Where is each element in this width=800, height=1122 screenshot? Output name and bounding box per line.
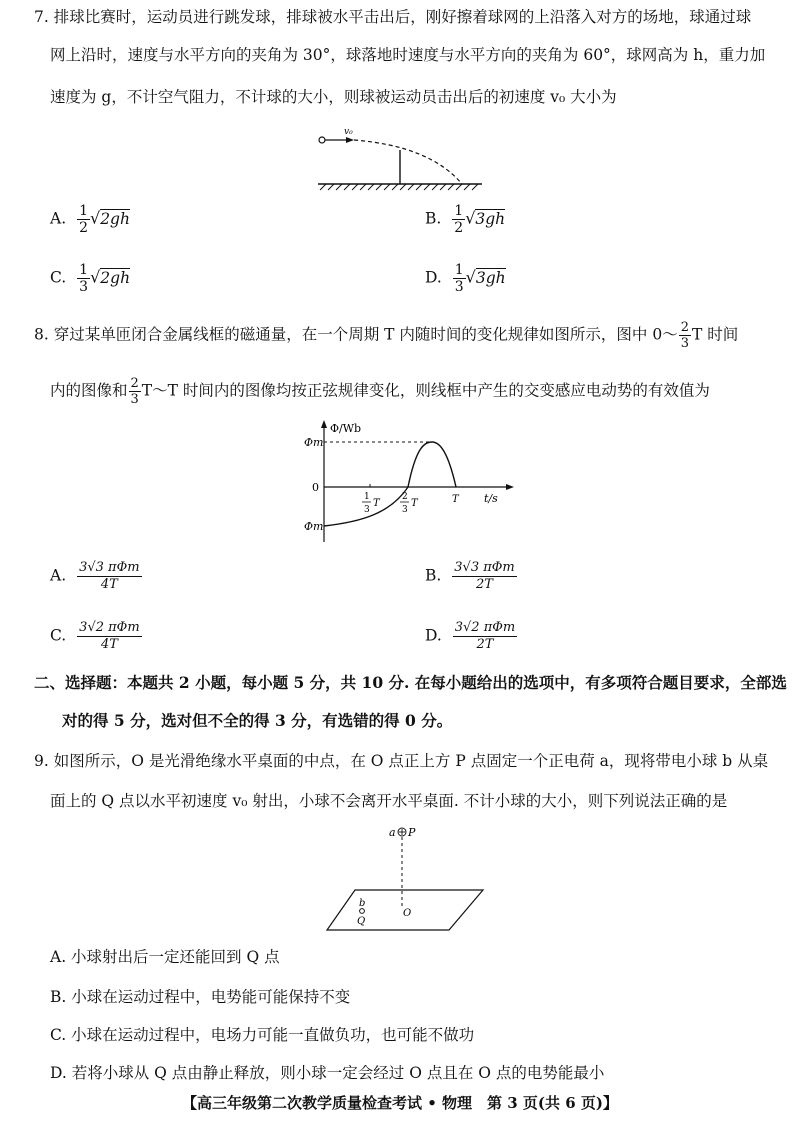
- q7-a-fraction: $\frac{1}{2}$: [79, 203, 88, 236]
- svg-text:2: 2: [402, 492, 408, 502]
- svg-text:3: 3: [364, 505, 370, 515]
- q9-option-d[interactable]: D. 若将小球从 Q 点由静止释放，则小球一定会经过 O 点且在 O 点的电势能最小: [50, 1064, 605, 1082]
- y-axis-label: Φ/Wb: [330, 422, 362, 435]
- q7-stem-line1: 7. 排球比赛时，运动员进行跳发球，排球被水平击出后，刚好擦着球网的上沿落入对方的场地，球通过球: [34, 8, 752, 26]
- q9-table-figure: [325, 820, 485, 935]
- flux-curve-part2: [408, 442, 456, 487]
- svg-text:1: 1: [364, 492, 370, 502]
- x-axis-label: t/s: [484, 492, 498, 505]
- v0-label: v₀: [344, 127, 353, 137]
- charge-a-label: a: [389, 826, 396, 839]
- ball-b-icon: [360, 909, 365, 914]
- q8-stem-line1: 8. 穿过某单匝闭合金属线框的磁通量，在一个周期 T 内随时间的变化规律如图所示，图中 0～ $\frac{2}{3}$ T 时间: [34, 320, 739, 351]
- q8-fraction-2-3: $\frac{2}{3}$: [680, 320, 689, 351]
- trajectory-curve: [354, 140, 462, 184]
- q8-option-a[interactable]: A. 3√3 πΦm 4T: [50, 560, 140, 592]
- x-arrow-icon: [506, 484, 514, 490]
- point-O-label: O: [403, 908, 412, 919]
- q7-option-d[interactable]: D. $\frac{1}{3}$ √3gh: [425, 262, 506, 295]
- q7-option-c[interactable]: C. $\frac{1}{3}$ √2gh: [50, 262, 131, 295]
- q9-stem-line1: 9. 如图所示，O 是光滑绝缘水平桌面的中点，在 O 点正上方 P 点固定一个正电荷 a，现将带电小球 b 从桌: [34, 752, 769, 770]
- ball-b-label: b: [359, 898, 366, 909]
- svg-text:T: T: [411, 498, 418, 509]
- q7-d-fraction: $\frac{1}{3}$: [454, 262, 464, 295]
- q9-option-c[interactable]: C. 小球在运动过程中，电场力可能一直做负功，也可能不做功: [50, 1026, 475, 1044]
- q7-option-a[interactable]: A. $\frac{1}{2}$ √2gh: [50, 203, 130, 236]
- q9-option-a[interactable]: A. 小球射出后一定还能回到 Q 点: [50, 948, 280, 966]
- q7-stem-line3: 速度为 g，不计空气阻力，不计球的大小，则球被运动员击出后的初速度 v₀ 大小为: [50, 88, 617, 106]
- q7-b-fraction: $\frac{1}{2}$: [454, 203, 464, 236]
- point-Q-label: Q: [357, 916, 366, 927]
- q8-stem-line2: 内的图像和 $\frac{2}{3}$ T～T 时间内的图像均按正弦规律变化，则线框中产生的交变感应电动势的有效值为: [50, 376, 710, 407]
- phi-max-label: Φm: [304, 436, 324, 449]
- q9-stem-line2: 面上的 Q 点以水平初速度 v₀ 射出，小球不会离开水平桌面. 不计小球的大小，则下列说法正确的是: [50, 792, 728, 810]
- q9-option-b[interactable]: B. 小球在运动过程中，电势能可能保持不变: [50, 988, 351, 1006]
- q8-option-d[interactable]: D. 3√2 πΦm 2T: [425, 620, 516, 652]
- q7-option-b[interactable]: B. $\frac{1}{2}$ √3gh: [425, 203, 506, 236]
- point-P-label: P: [408, 826, 416, 839]
- page-footer: 【高三年级第二次教学质量检查考试 • 物理 第 3 页(共 6 页)】: [182, 1094, 618, 1112]
- svg-text:3: 3: [402, 505, 408, 515]
- ground-hatch: [320, 184, 478, 190]
- section2-heading-line1: 二、选择题：本题共 2 小题，每小题 5 分，共 10 分. 在每小题给出的选项中，有多项符合题目要求，全部选: [34, 673, 787, 692]
- tick-T-label: T: [452, 494, 459, 505]
- q8-option-c[interactable]: C. 3√2 πΦm 4T: [50, 620, 140, 652]
- origin-label: 0: [312, 481, 319, 494]
- q8-fraction-2-3-b: $\frac{2}{3}$: [130, 376, 139, 407]
- y-arrow-icon: [321, 420, 327, 428]
- section2-heading-line2: 对的得 5 分，选对但不全的得 3 分，有选错的得 0 分。: [62, 711, 453, 730]
- q8-option-b[interactable]: B. 3√3 πΦm 2T: [425, 560, 515, 592]
- phi-min-label: Φm: [304, 520, 324, 533]
- ball-icon: [319, 137, 325, 143]
- q7-c-fraction: $\frac{1}{3}$: [79, 262, 89, 295]
- svg-text:T: T: [373, 498, 380, 509]
- q8-flux-graph: [300, 418, 520, 548]
- q7-volleyball-figure: [310, 124, 490, 194]
- q7-stem-line2: 网上沿时，速度与水平方向的夹角为 30°，球落地时速度与水平方向的夹角为 60°，球网高为 h，重力加: [50, 46, 766, 64]
- arrowhead-icon: [346, 137, 354, 143]
